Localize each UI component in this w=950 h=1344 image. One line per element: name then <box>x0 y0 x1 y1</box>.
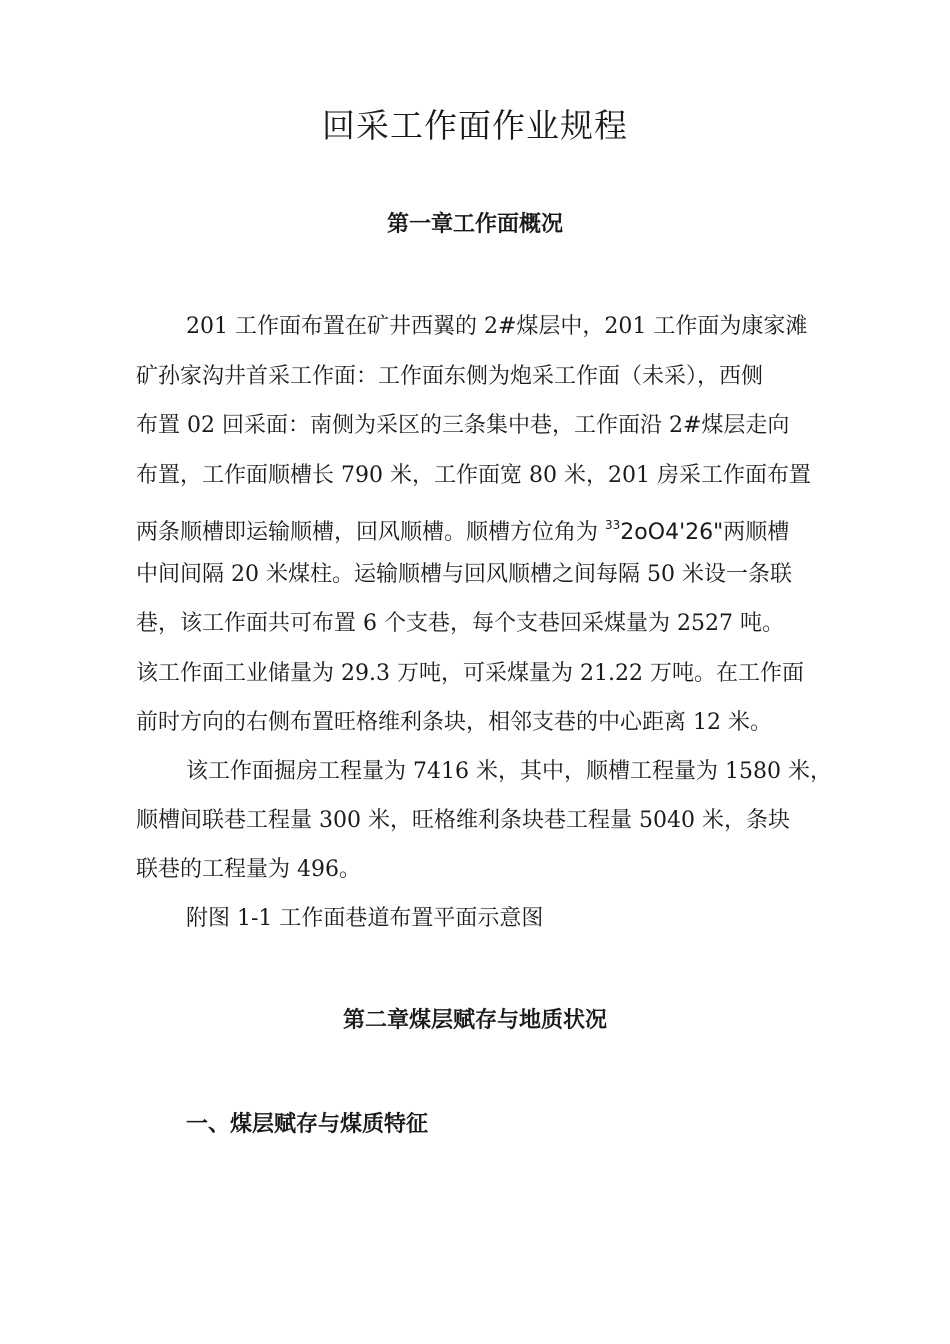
document-title: 回采工作面作业规程 <box>322 106 628 145</box>
figure-caption: 附图 1-1 工作面巷道布置平面示意图 <box>186 906 544 931</box>
text-segment: 两顺槽 <box>723 520 790 545</box>
text-segment: 两条顺槽即运输顺槽，回风顺槽。顺槽方位角为 <box>136 520 599 545</box>
text-line: 该工作面工业储量为 29.3 万吨，可采煤量为 21.22 万吨。在工作面 <box>136 661 804 686</box>
text-line: 布置 02 回采面：南侧为采区的三条集中巷，工作面沿 2#煤层走向 <box>136 413 790 438</box>
bearing-superscript: 33 <box>605 518 621 532</box>
text-line: 该工作面掘房工程量为 7416 米，其中，顺槽工程量为 1580 米， <box>186 759 832 784</box>
text-line: 联巷的工程量为 496。 <box>136 857 361 882</box>
chapter-2-heading: 第二章煤层赋存与地质状况 <box>342 1008 607 1033</box>
chapter-1-heading: 第一章工作面概况 <box>386 212 563 237</box>
text-line: 前时方向的右侧布置旺格维利条块，相邻支巷的中心距离 12 米。 <box>136 710 772 735</box>
text-line: 布置，工作面顺槽长 790 米，工作面宽 80 米，201 房采工作面布置 <box>136 463 811 488</box>
text-line: 巷，该工作面共可布置 6 个支巷，每个支巷回采煤量为 2527 吨。 <box>136 611 784 636</box>
text-line: 顺槽间联巷工程量 300 米，旺格维利条块巷工程量 5040 米，条块 <box>136 808 790 833</box>
text-line-bearing <box>136 510 789 548</box>
text-line: 201 工作面布置在矿井西翼的 2#煤层中，201 工作面为康家滩 <box>186 314 808 339</box>
bearing-value: 2oO4'26" <box>620 520 724 545</box>
section-heading: 一、煤层赋存与煤质特征 <box>186 1112 429 1137</box>
text-line: 中间间隔 20 米煤柱。运输顺槽与回风顺槽之间每隔 50 米设一条联 <box>136 562 792 587</box>
text-line: 矿孙家沟井首采工作面：工作面东侧为炮采工作面（未采），西侧 <box>136 364 764 389</box>
